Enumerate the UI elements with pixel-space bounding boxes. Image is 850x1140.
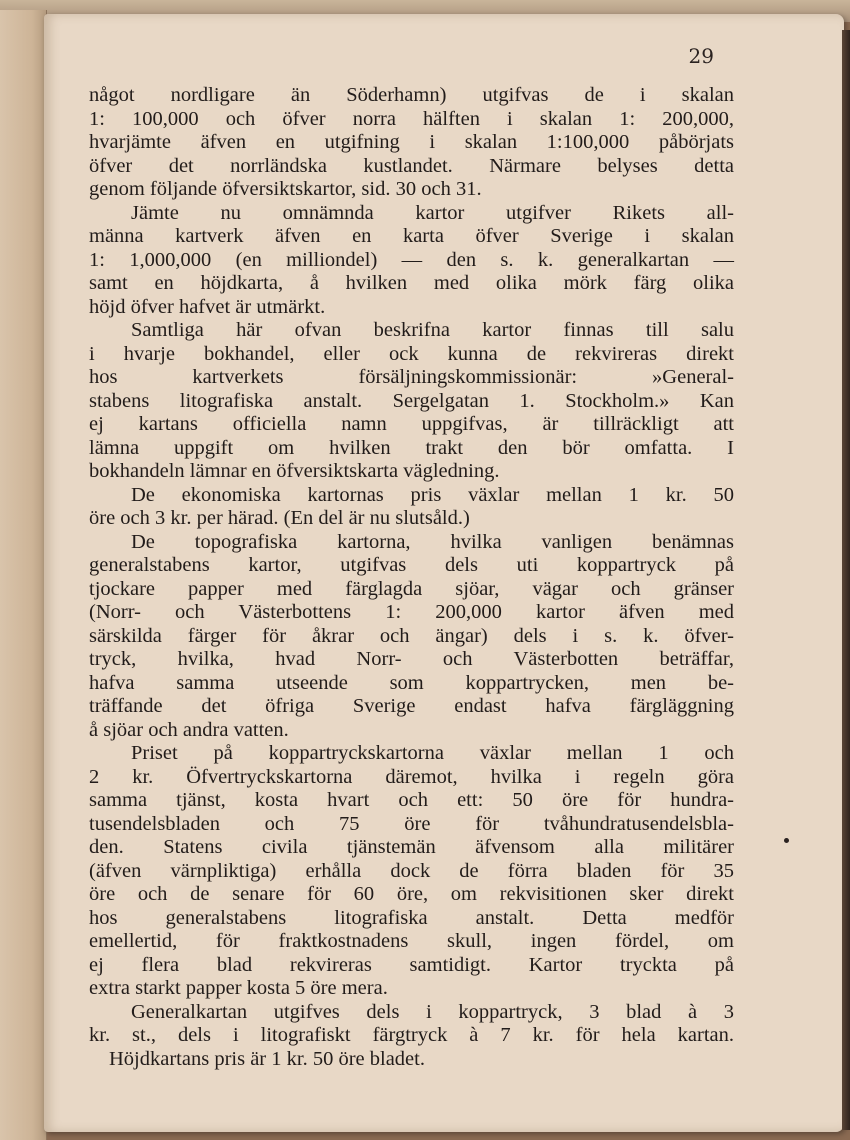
- text-line: höjd öfver hafvet är utmärkt.: [89, 295, 326, 318]
- book-page: [44, 14, 844, 1132]
- text-line: å sjöar och andra vatten.: [89, 718, 289, 741]
- text-line: tryck, hvilka, hvad Norr- och Västerbotten beträffar,: [89, 648, 734, 670]
- text-line: hos kartverkets försäljningskommissionär: »General-: [89, 366, 734, 388]
- text-line: 2 kr. Öfvertryckskartorna däremot, hvilka i regeln göra: [89, 765, 734, 788]
- text-line: männa kartverk äfven en karta öfver Sverige i skalan: [89, 225, 734, 247]
- body-text: [89, 84, 734, 1071]
- text-line: hvarjämte äfven en utgifning i skalan 1:100,000 påbörjats: [89, 131, 734, 153]
- text-line: den. Statens civila tjänstemän äfvensom alla militärer: [89, 836, 734, 858]
- text-line: ej flera blad rekvireras samtidigt. Kartor tryckta på: [89, 953, 734, 976]
- text-line: Generalkartan utgifves dels i koppartryck, 3 blad à 3: [131, 1000, 734, 1023]
- text-line: bokhandeln lämnar en öfversiktskarta vägledning.: [89, 460, 500, 482]
- text-line: De ekonomiska kartornas pris växlar mellan 1 kr. 50: [131, 483, 734, 506]
- text-line: emellertid, för fraktkostnadens skull, ingen fördel, om: [89, 930, 734, 952]
- text-line: tusendelsbladen och 75 öre för tvåhundratusendelsbla-: [89, 812, 734, 835]
- text-line: tjockare papper med färglagda sjöar, vägar och gränser: [89, 577, 734, 600]
- text-line: något nordligare än Söderhamn) utgifvas de i skalan: [89, 84, 734, 106]
- text-line: i hvarje bokhandel, eller ock kunna de rekvireras direkt: [89, 342, 734, 365]
- text-line: ej kartans officiella namn uppgifvas, är tillräckligt att: [89, 413, 734, 435]
- text-line: extra starkt papper kosta 5 öre mera.: [89, 977, 388, 999]
- text-line: träffande det öfriga Sverige endast hafva färgläggning: [89, 695, 734, 717]
- text-line: (Norr- och Västerbottens 1: 200,000 kartor äfven med: [89, 601, 734, 623]
- text-line: (äfven värnpliktiga) erhålla dock de förra bladen för 35: [89, 859, 734, 882]
- text-line: öre och 3 kr. per härad. (En del är nu slutsåld.): [89, 507, 470, 529]
- text-line: öre och de senare för 60 öre, om rekvisitionen sker direkt: [89, 883, 734, 905]
- text-line: lämna uppgift om hvilken trakt den bör omfatta. I: [89, 436, 734, 459]
- text-line: samt en höjdkarta, å hvilken med olika mörk färg olika: [89, 272, 734, 294]
- left-page-edge: [0, 10, 47, 1140]
- text-line: generalstabens kartor, utgifvas dels uti koppartryck på: [89, 554, 734, 576]
- text-line: samma tjänst, kosta hvart och ett: 50 öre för hundra-: [89, 789, 734, 811]
- text-line: De topografiska kartorna, hvilka vanligen benämnas: [131, 530, 734, 553]
- text-line: kr. st., dels i litografiskt färgtryck à 7 kr. för hela kartan.: [89, 1024, 734, 1046]
- text-line: hos generalstabens litografiska anstalt. Detta medför: [89, 906, 734, 929]
- text-line: 1: 1,000,000 (en milliondel) — den s. k. generalkartan —: [89, 248, 734, 271]
- text-line: stabens litografiska anstalt. Sergelgatan 1. Stockholm.» Kan: [89, 389, 734, 412]
- text-line: hafva samma utseende som koppartrycken, men be-: [89, 671, 734, 694]
- text-line: öfver det norrländska kustlandet. Närmare belyses detta: [89, 154, 734, 177]
- text-line: särskilda färger för åkrar och ängar) dels i s. k. öfver-: [89, 624, 734, 647]
- text-line: Priset på koppartryckskartorna växlar mellan 1 och: [131, 742, 734, 764]
- book-right-edge: [842, 30, 850, 1130]
- text-line: Höjdkartans pris är 1 kr. 50 öre bladet.: [109, 1047, 425, 1070]
- text-line: Jämte nu omnämnda kartor utgifver Rikets all-: [131, 201, 734, 224]
- page-number: 29: [688, 44, 714, 68]
- text-line: Samtliga här ofvan beskrifna kartor finnas till salu: [131, 319, 734, 341]
- text-line: genom följande öfversiktskartor, sid. 30 och 31.: [89, 178, 482, 200]
- margin-ink-dot: [784, 838, 789, 843]
- text-line: 1: 100,000 och öfver norra hälften i skalan 1: 200,000,: [89, 107, 734, 130]
